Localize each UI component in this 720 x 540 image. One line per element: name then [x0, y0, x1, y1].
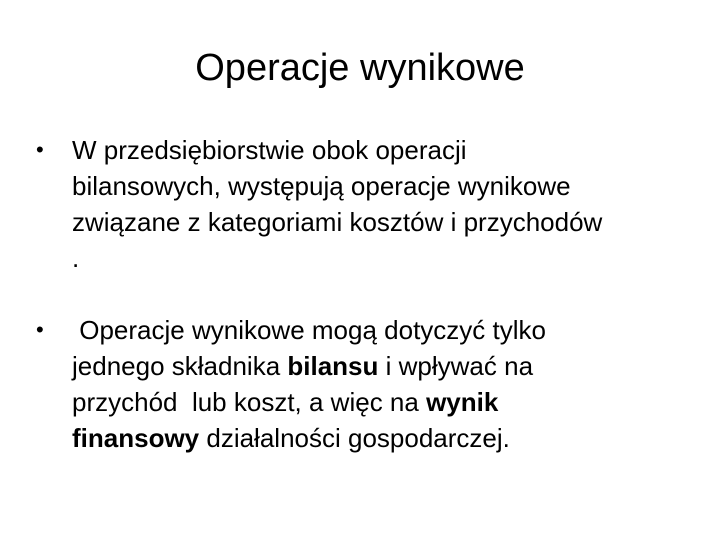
bullet-1-line-1: W przedsiębiorstwie obok operacji	[72, 135, 467, 165]
bilansu-emphasis: bilansu	[287, 351, 379, 381]
bullet-1-line-3: związane z kategoriami kosztów i przychodów	[72, 207, 603, 237]
bullet-item-1	[36, 132, 696, 276]
bullet-2-line-4	[72, 420, 696, 456]
bullet-2-line-1	[72, 312, 696, 348]
bullet-2-line-1-text: Operacje wynikowe mogą dotyczyć tylko	[79, 315, 546, 345]
slide-title: Operacje wynikowe	[195, 47, 525, 89]
bullet-list	[36, 132, 696, 456]
bullet-1-line-2: bilansowych, występują operacje wynikowe	[72, 171, 571, 201]
finansowy-emphasis: finansowy	[72, 423, 200, 453]
bullet-dot-icon: •	[36, 137, 44, 162]
bullet-2-line-3-pre: przychód lub koszt, a więc na	[72, 387, 427, 417]
bullet-2-line-3	[72, 384, 696, 420]
wynik-emphasis: wynik	[426, 387, 499, 417]
bullet-2-line-2-post: i wpływać na	[378, 351, 534, 381]
bullet-2-line-4-post: działalności gospodarczej.	[199, 423, 510, 453]
bullet-item-2	[36, 312, 696, 456]
bullet-dot-icon: •	[36, 317, 44, 342]
bullet-1-line-4: .	[72, 243, 80, 273]
bullet-2-line-2-pre: jednego składnika	[72, 351, 288, 381]
bullet-2-line-2	[72, 348, 696, 384]
